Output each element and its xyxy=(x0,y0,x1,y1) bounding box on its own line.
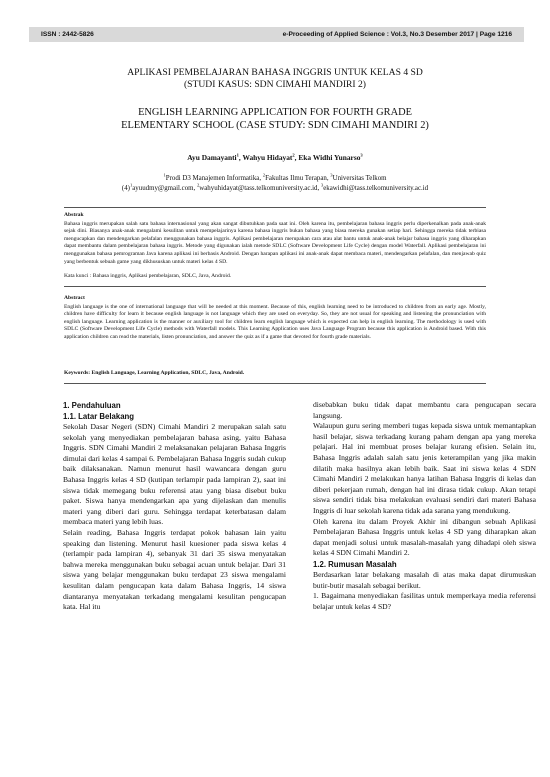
title-en-line2: ELEMENTARY SCHOOL (CASE STUDY: SDN CIMAHI MANDIRI 2) xyxy=(121,120,429,131)
author-3-sup: 3 xyxy=(360,152,363,158)
keywords: Keywords: English Language, Learning Application, SDLC, Java, Android. xyxy=(64,370,245,376)
affiliation-line xyxy=(0,174,550,183)
section-heading: 1. Pendahuluan xyxy=(63,401,121,410)
affil-faculty: Fakultas Ilmu Terapan, xyxy=(265,175,331,182)
paragraph: 1. Bagaimana menyediakan fasilitas untuk memperkaya media referensi belajar untuk kelas 4 SD? xyxy=(313,591,536,611)
affil-university: Universitas Telkom xyxy=(332,175,387,182)
paragraph: Sekolah Dasar Negeri (SDN) Cimahi Mandiri 2 merupakan salah satu sekolah yang menyediakan pembelajaran bahasa asing, yaitu Bahasa Inggris. SDN Cimahi Mandiri 2 melaksanakan pelajaran Bahasa Inggris dimulai dari kelas 4 sampai 6. Pembelajaran Bahasa Inggris sudah cukup baik dilaksanakan. Namun menurut hasil wawancara dengan guru Bahasa Inggris kelas 4 SD (kutipan terlampir pada lampiran 2), saat ini siswa tidak memegang buku referensi atau yang biasa disebut buku paket. Siswa hanya mendengarkan apa yang dijelaskan dan menulis materi yang diberi dari guru. Sehingga terdapat keterbatasan dalam membaca materi yang lebih luas. xyxy=(63,422,286,527)
abstract-body: English language is the one of international language that will be needed at this moment. Because of this, english learning need to be introduced to children from an early age. Mostly, children have difficulty for learn it because english language is not language which they are used on everyday. So, they are not usual for speaking and listening the pronunciation with english language. Learning application is the manner or auxiliary tool for children learn english language which is expected can help in english learning. The methodology is used with SDLC (Software Development Life Cycle) methods with Waterfall models. This Learning Application uses Java Language Program because this application is Android based. With this application children can read the materials, listen pronunciation, and answer the quiz as if a game that devoted for fourth grade materials. xyxy=(64,303,486,340)
paragraph: Berdasarkan latar belakang masalah di atas maka dapat dirumuskan butir-butir masalah sebagai berikut. xyxy=(313,569,536,590)
abstrak-section xyxy=(64,212,486,266)
title-indonesian xyxy=(0,67,550,91)
column-left xyxy=(63,400,286,613)
author-1-sup: 1 xyxy=(236,152,239,158)
sup: 1 xyxy=(163,172,166,178)
kata-kunci: Kata kunci : Bahasa inggris, Aplikasi pembelajaran, SDLC, Java, Android. xyxy=(64,273,232,279)
divider xyxy=(64,383,486,384)
divider xyxy=(64,207,486,208)
title-english xyxy=(0,106,550,132)
abstract-section xyxy=(64,295,486,342)
author-2: Wahyu Hidayat xyxy=(242,153,293,162)
abstrak-body: Bahasa inggris merupakan salah satu bahasa internasional yang akan sangat dibutuhkan pada saat ini. Oleh karena itu, pembelajaran bahasa inggris perlu diperkenalkan pada anak-anak sejak dini. Biasanya anak-anak mengalami kesulitan untuk mempelajarinya karena bahasa inggris bukan bahasa yang biasa mereka gunakan setiap hari. Sehingga mereka tidak terbiasa mengucapkan dan mendengarkan pelafalan menggunakan bahasa inggris. Aplikasi pembelajaran merupakan cara atau alat bantu untuk anak-anak belajar bahasa inggris yang diharapkan dapat membantu dalam pembelajaran bahasa inggris. Metode yang digunakan ialah metode SDLC (Software Development Life Cycle) dengan model Waterfall. Aplikasi pembelajaran ini menggunakan bahasa pemrograman Java karena aplikasi ini berbasis Android. Dengan harapan aplikasi ini anak-anak dapat membaca materi, mendengarkan pelafalan, dan menjawab quiz yang berbentuk sebuah game yang dikhususkan untuk materi kelas 4 SD. xyxy=(64,220,486,265)
author-2-sup: 2 xyxy=(292,152,295,158)
sup: 3 xyxy=(320,182,324,188)
sup: 2 xyxy=(196,182,200,188)
email-2[interactable]: wahyuhidayat@tass.telkomuniversity.ac.id, xyxy=(199,185,321,192)
divider xyxy=(64,286,486,287)
column-right xyxy=(313,400,536,612)
issn-label: ISSN : 2442-5826 xyxy=(41,31,94,38)
email-prefix: (4) xyxy=(121,185,130,192)
paragraph: Selain reading, Bahasa Inggris terdapat pokok bahasan lain yaitu speaking dan listening. Menurut hasil kuesioner pada siswa kelas 4 (terlampir pada lampiran 4), sebanyak 31 dari 35 siswa menyatakan bahwa mereka menggunakan buku sebagai acuan untuk belajar. Dari 31 siswa yang belajar menggunakan buku terdapat 23 siswa mengalami kesulitan dalam pengucapan kata dalam Bahasa Inggris, 14 siswa diantaranya menyatakan terkadang mengalami kesulitan pengucapan kata. Hal itu xyxy=(63,527,286,612)
subsection-heading: 1.1. Latar Belakang xyxy=(63,412,135,421)
title-en-line1: ENGLISH LEARNING APPLICATION FOR FOURTH GRADE xyxy=(138,107,412,118)
sup: 2 xyxy=(262,172,266,178)
paragraph: disebabkan buku tidak dapat membantu cara pengucapan secara langsung. xyxy=(313,400,536,420)
affil-prodi: Prodi D3 Manajemen Informatika, xyxy=(165,175,263,182)
subsection-heading: 1.2. Rumusan Masalah xyxy=(313,559,397,569)
author-list: Ayu Damayanti$^1$, Wahyu Hidayat$^2$, Eka Widhi Yunarso$^3$ xyxy=(187,152,363,162)
sup: 3 xyxy=(330,172,333,178)
title-id-line2: (STUDI KASUS: SDN CIMAHI MANDIRI 2) xyxy=(183,79,367,90)
author-1: Ayu Damayanti xyxy=(187,153,237,162)
abstrak-heading: Abstrak xyxy=(64,212,84,218)
journal-info: e-Proceeding of Applied Science : Vol.3, No.3 Desember 2017 | Page 1216 xyxy=(282,31,512,38)
paragraph: Walaupun guru sering memberi tugas kepada siswa untuk memantapkan hasil belajar, siswa terkadang kurang paham dengan apa yang mereka pelajari. Hal ini membuat proses belajar kurang efisien. Selain itu, Bahasa Inggris adalah salah satu jenis keterampilan yang jika makin dilatih maka hasilnya akan lebih baik. Saat ini siswa kelas 4 SDN Cimahi Mandiri 2 melakukan hanya latihan Bahasa Inggris di kelas dan diberi pekerjaan rumah, dengan hal ini dirasa tidak cukup. Akan tetapi siswa sendiri tidak bisa melakukan evaluasi sendiri dari materi Bahasa Inggris di luar sekolah karena tidak ada sarana yang mendukung. xyxy=(313,421,536,515)
paragraph: Oleh karena itu dalam Proyek Akhir ini dibangun sebuah Aplikasi Pembelajaran Bahasa Inggris untuk kelas 4 SD yang diharapkan akan dapat menjadi solusi untuk masalah-masalah yang dihadapi oleh siswa kelas 4 SDN Cimahi Mandiri 2. xyxy=(313,516,536,558)
page-header xyxy=(29,27,524,42)
author-3: Eka Widhi Yunarso xyxy=(298,153,361,162)
email-1[interactable]: ayuudmy@gmail.com, xyxy=(132,185,197,192)
sup: 1 xyxy=(129,182,133,188)
abstract-heading: Abstract xyxy=(64,295,85,301)
email-3[interactable]: ekawidhi@tass.telkomuniversity.ac.id xyxy=(323,185,429,192)
title-id-line1: APLIKASI PEMBELAJARAN BAHASA INGGRIS UNTUK KELAS 4 SD xyxy=(127,67,423,78)
email-line xyxy=(0,184,550,193)
